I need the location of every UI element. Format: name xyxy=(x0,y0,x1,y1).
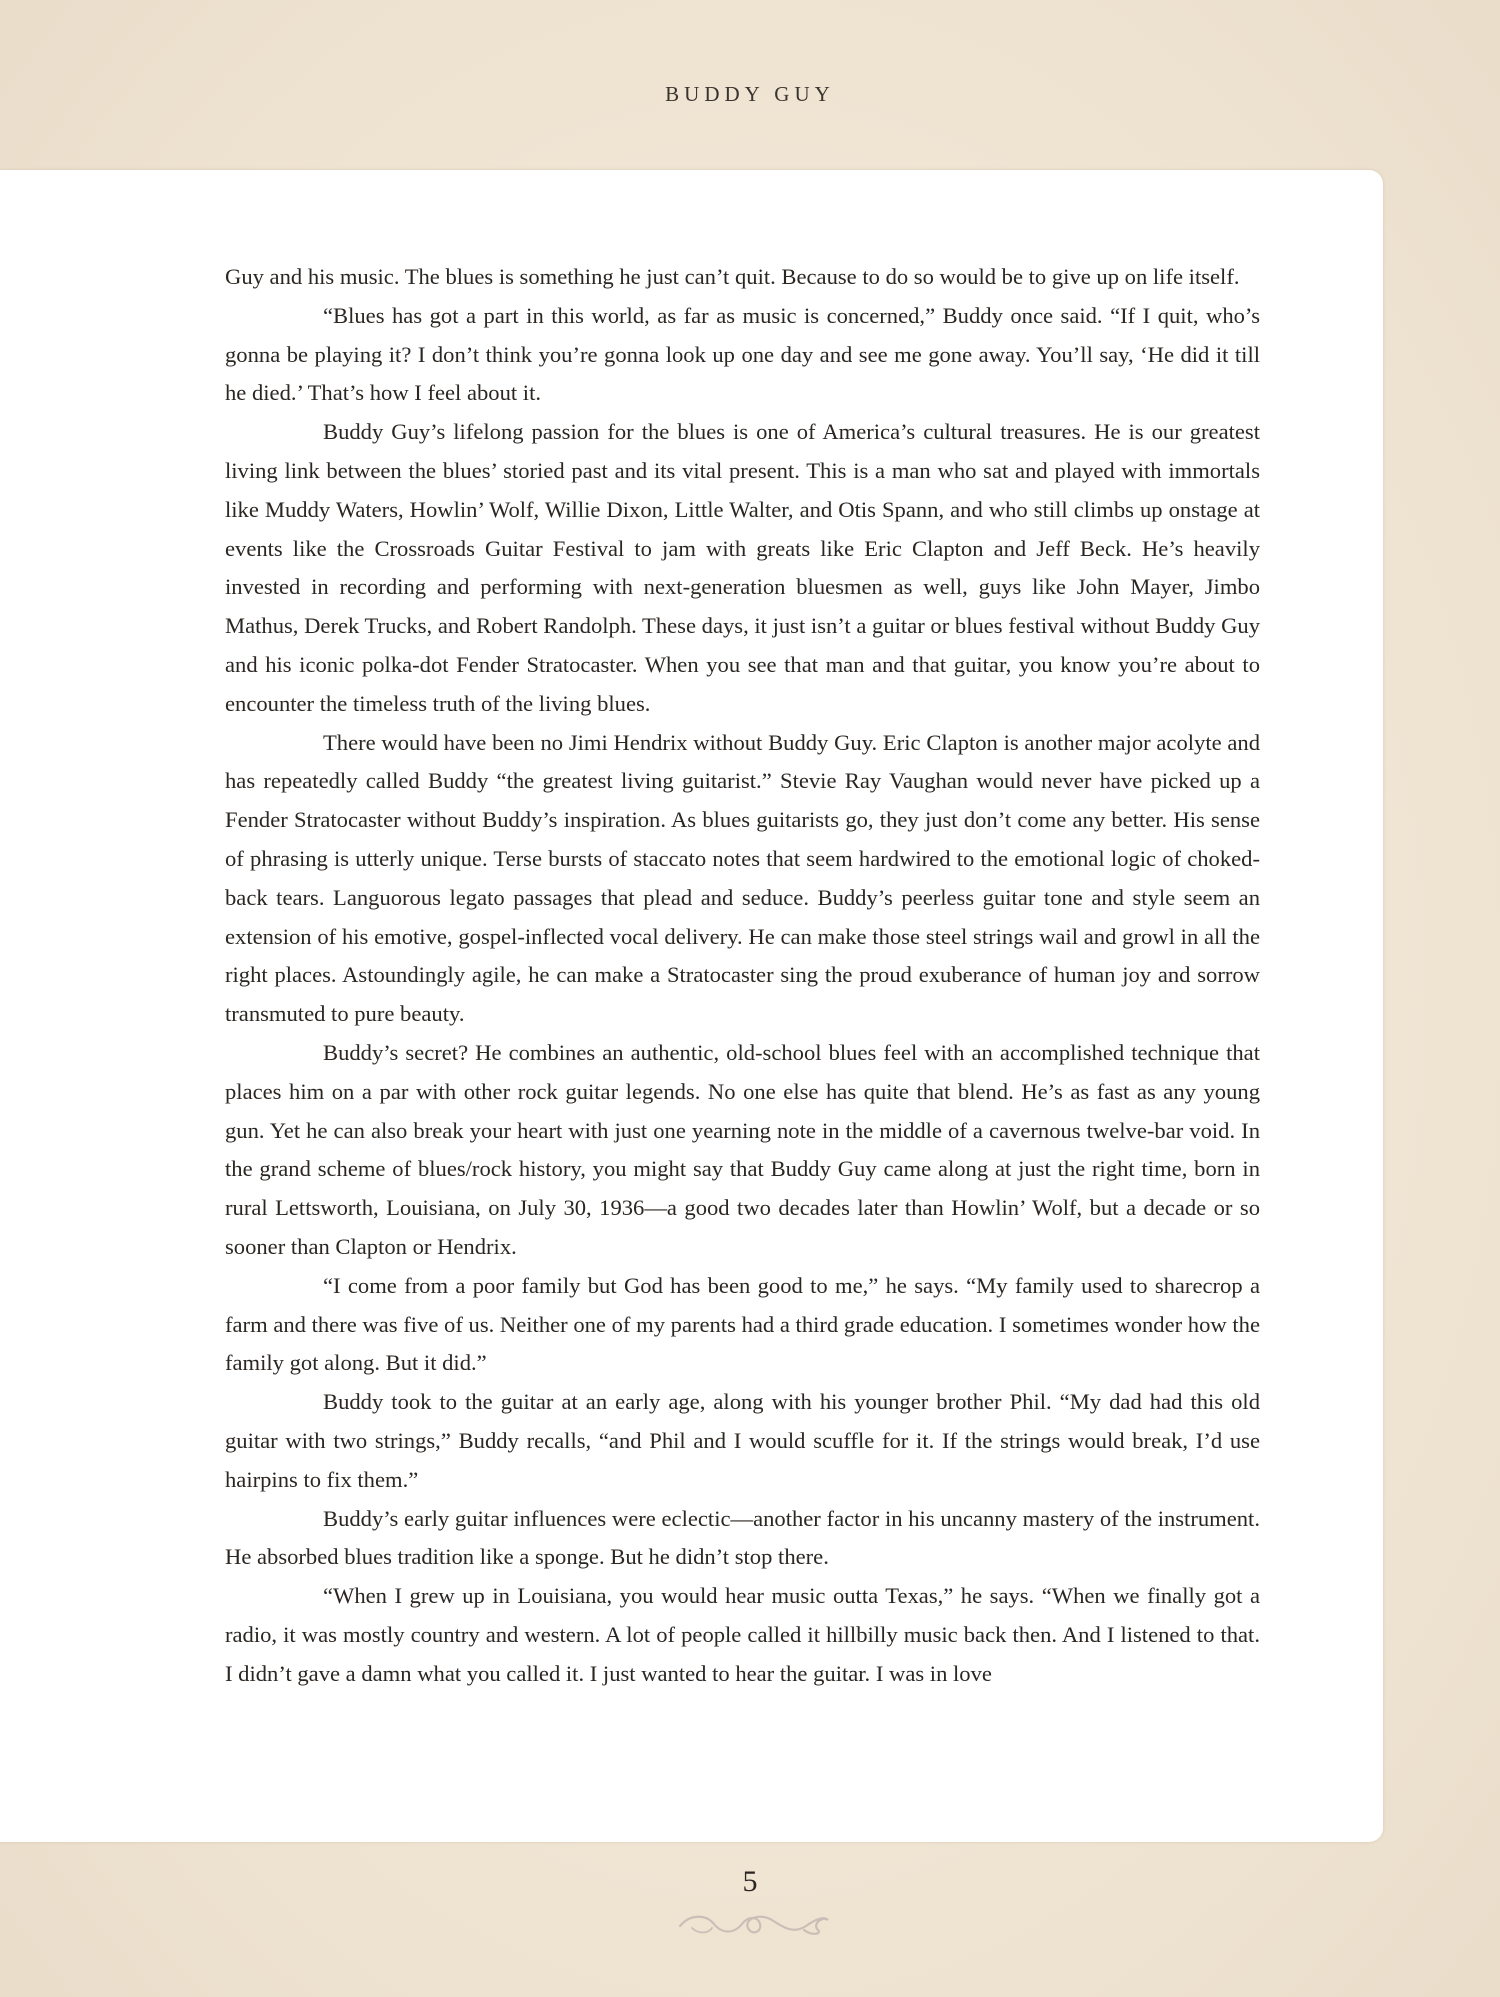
page-number: 5 xyxy=(742,1865,758,1898)
paragraph: “Blues has got a part in this world, as far as music is concerned,” Buddy once said. “If I quit, who’s gonna be playing it? I don’t think you’re gonna look up one day and see me gone away. You’ll say, ‘He did it till he died.’ That’s how I feel about it. xyxy=(225,302,1260,406)
paragraph: Buddy took to the guitar at an early age, along with his younger brother Phil. “My dad had this old guitar with two strings,” Buddy recalls, “and Phil and I would scuffle for it. If the strings would break, I’d use hairpins to fix them.” xyxy=(225,1389,1260,1492)
paragraph: There would have been no Jimi Hendrix without Buddy Guy. Eric Clapton is another major acolyte and has repeatedly called Buddy “the greatest living guitarist.” Stevie Ray Vaughan would never have picked up a Fender Stratocaster without Buddy’s inspiration. As blues guitarists go, they just don’t come any better. His sense of phrasing is utterly unique. Terse bursts of staccato notes that seem hardwired to the emotional logic of choked-back tears. Languorous legato passages that plead and seduce. Buddy’s peerless guitar tone and style seem an extension of his emotive, gospel-inflected vocal delivery. He can make those steel strings wail and growl in all the right places. Astoundingly agile, he can make a Stratocaster sing the proud exuberance of human joy and sorrow transmuted to pure beauty. xyxy=(225,729,1260,1027)
flourish-ornament-icon xyxy=(672,1904,832,1944)
body-text xyxy=(225,258,1260,1693)
paragraph: Buddy Guy’s lifelong passion for the blues is one of America’s cultural treasures. He is our greatest living link between the blues’ storied past and its vital present. This is a man who sat and played with immortals like Muddy Waters, Howlin’ Wolf, Willie Dixon, Little Walter, and Otis Spann, and who still climbs up onstage at events like the Crossroads Guitar Festival to jam with greats like Eric Clapton and Jeff Beck. He’s heavily invested in recording and performing with next-generation bluesmen as well, guys like John Mayer, Jimbo Mathus, Derek Trucks, and Robert Randolph. These days, it just isn’t a guitar or blues festival without Buddy Guy and his iconic polka-dot Fender Stratocaster. When you see that man and that guitar, you know you’re about to encounter the timeless truth of the living blues. xyxy=(225,419,1260,716)
paragraph: Buddy’s early guitar influences were eclectic—another factor in his uncanny mastery of the instrument. He absorbed blues tradition like a sponge. But he didn’t stop there. xyxy=(225,1505,1260,1570)
paragraph: “I come from a poor family but God has been good to me,” he says. “My family used to sharecrop a farm and there was five of us. Neither one of my parents had a third grade education. I sometimes wonder how the family got along. But it did.” xyxy=(225,1272,1260,1376)
paragraph: Buddy’s secret? He combines an authentic, old-school blues feel with an accomplished technique that places him on a par with other rock guitar legends. No one else has quite that blend. He’s as fast as any young gun. Yet he can also break your heart with just one yearning note in the middle of a cavernous twelve-bar void. In the grand scheme of blues/rock history, you might say that Buddy Guy came along at just the right time, born in rural Lettsworth, Louisiana, on July 30, 1936—a good two decades later than Howlin’ Wolf, but a decade or so sooner than Clapton or Hendrix. xyxy=(225,1039,1260,1259)
running-head: BUDDY GUY xyxy=(665,82,835,106)
paragraph: “When I grew up in Louisiana, you would hear music outta Texas,” he says. “When we finally got a radio, it was mostly country and western. A lot of people called it hillbilly music back then. And I listened to that. I didn’t gave a damn what you called it. I just wanted to hear the guitar. I was in love xyxy=(225,1583,1260,1686)
paragraph-continuation: Guy and his music. The blues is something he just can’t quit. Because to do so would be to give up on life itself. xyxy=(225,264,1240,289)
